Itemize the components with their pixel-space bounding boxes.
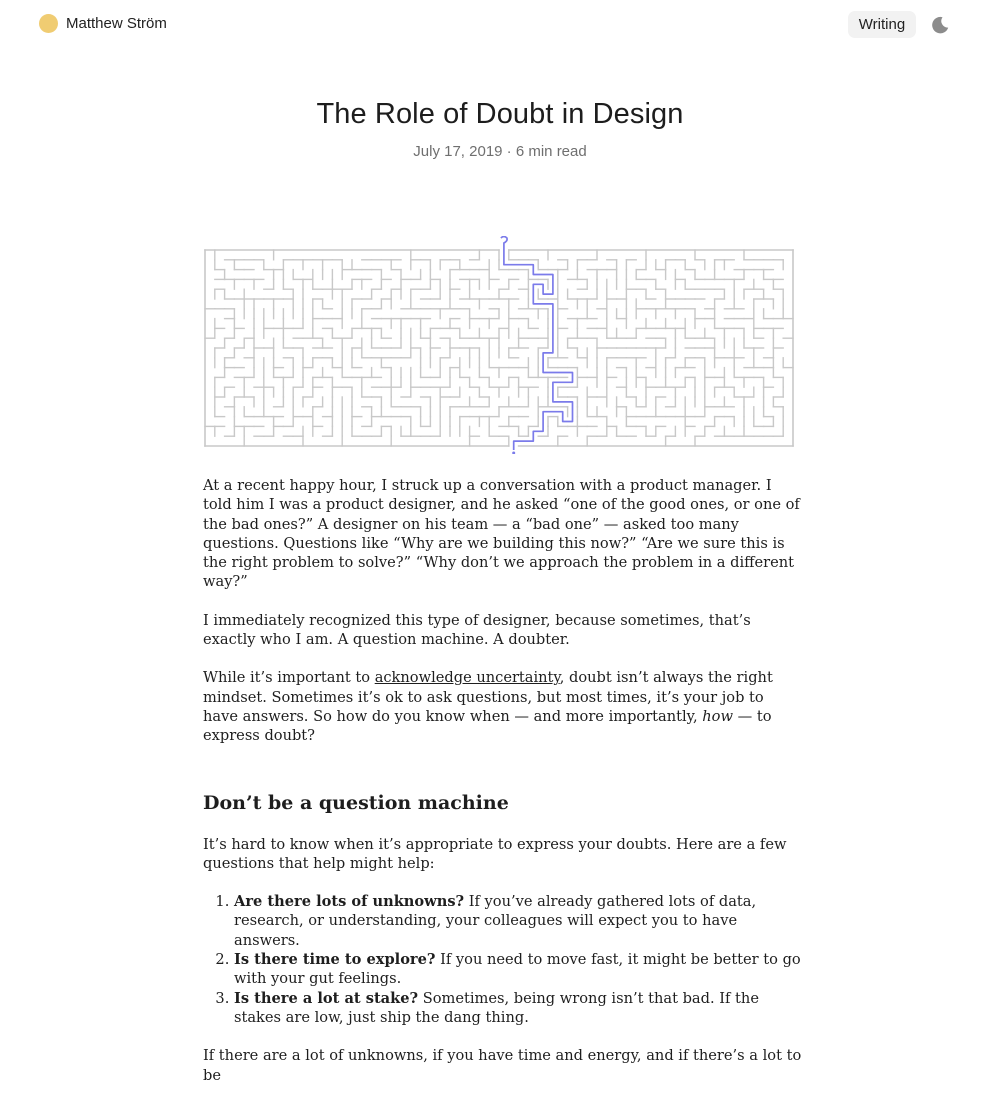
list-item-bold: Are there lots of unknowns? bbox=[234, 893, 465, 911]
article-body bbox=[203, 476, 803, 1104]
list-item-text: If you need to move fast, it might be better to go with your gut feelings. bbox=[234, 951, 801, 988]
maze-question-hook bbox=[501, 237, 507, 247]
list-item bbox=[234, 892, 803, 950]
maze-exit-dot bbox=[512, 452, 515, 455]
paragraph: At a recent happy hour, I struck up a conversation with a product manager. I told him I was a product designer, and he asked “one of the good ones, or one of the bad ones?” A designer on his team — a “bad one” — asked too many questions. Questions like “Why are we building this now?” “Are we sure this is the right problem to solve?” “Why don’t we approach the problem in a different way?” bbox=[203, 477, 800, 591]
questions-list bbox=[203, 892, 803, 1027]
paragraph: If there are a lot of unknowns, if you have time and energy, and if there’s a lot to be bbox=[203, 1047, 802, 1084]
paragraph: I immediately recognized this type of designer, because sometimes, that’s exactly who I am. A question machine. A doubter. bbox=[203, 611, 751, 649]
paragraph bbox=[203, 668, 803, 745]
list-item bbox=[234, 989, 803, 1028]
post-title: The Role of Doubt in Design bbox=[316, 98, 684, 130]
brand-dot-icon bbox=[39, 14, 58, 33]
maze-illustration bbox=[202, 236, 797, 454]
emphasis: how bbox=[702, 707, 733, 725]
post-meta: July 17, 2019 · 6 min read bbox=[413, 143, 587, 160]
text-span: — to express doubt? bbox=[203, 707, 772, 745]
list-item bbox=[234, 950, 803, 989]
paragraph: It’s hard to know when it’s appropriate to express your doubts. Here are a few questions that help might help: bbox=[203, 835, 787, 872]
text-span: While it’s important to bbox=[203, 669, 375, 687]
list-item-bold: Is there time to explore? bbox=[234, 951, 436, 969]
theme-toggle-button[interactable] bbox=[929, 14, 951, 36]
author-name: Matthew Ström bbox=[66, 15, 167, 32]
section-heading: Don’t be a question machine bbox=[203, 791, 509, 814]
list-item-bold: Is there a lot at stake? bbox=[234, 989, 419, 1007]
home-link[interactable] bbox=[39, 14, 167, 33]
list-item-text: Sometimes, being wrong isn’t that bad. If the stakes are low, just ship the dang thing. bbox=[234, 989, 759, 1026]
nav-writing-link[interactable]: Writing bbox=[848, 11, 916, 38]
moon-icon bbox=[930, 15, 950, 35]
site-header bbox=[0, 0, 1000, 48]
maze-svg bbox=[202, 236, 797, 454]
text-span: , doubt isn’t always the right mindset. Sometimes it’s ok to ask questions, but most times, it’s your job to have answers. So how do you know when — and more importantly, bbox=[203, 669, 773, 725]
list-item-text: If you’ve already gathered lots of data, research, or understanding, your colleagues will expect you to have answers. bbox=[234, 893, 757, 949]
acknowledge-uncertainty-link[interactable]: acknowledge uncertainty bbox=[374, 669, 560, 687]
